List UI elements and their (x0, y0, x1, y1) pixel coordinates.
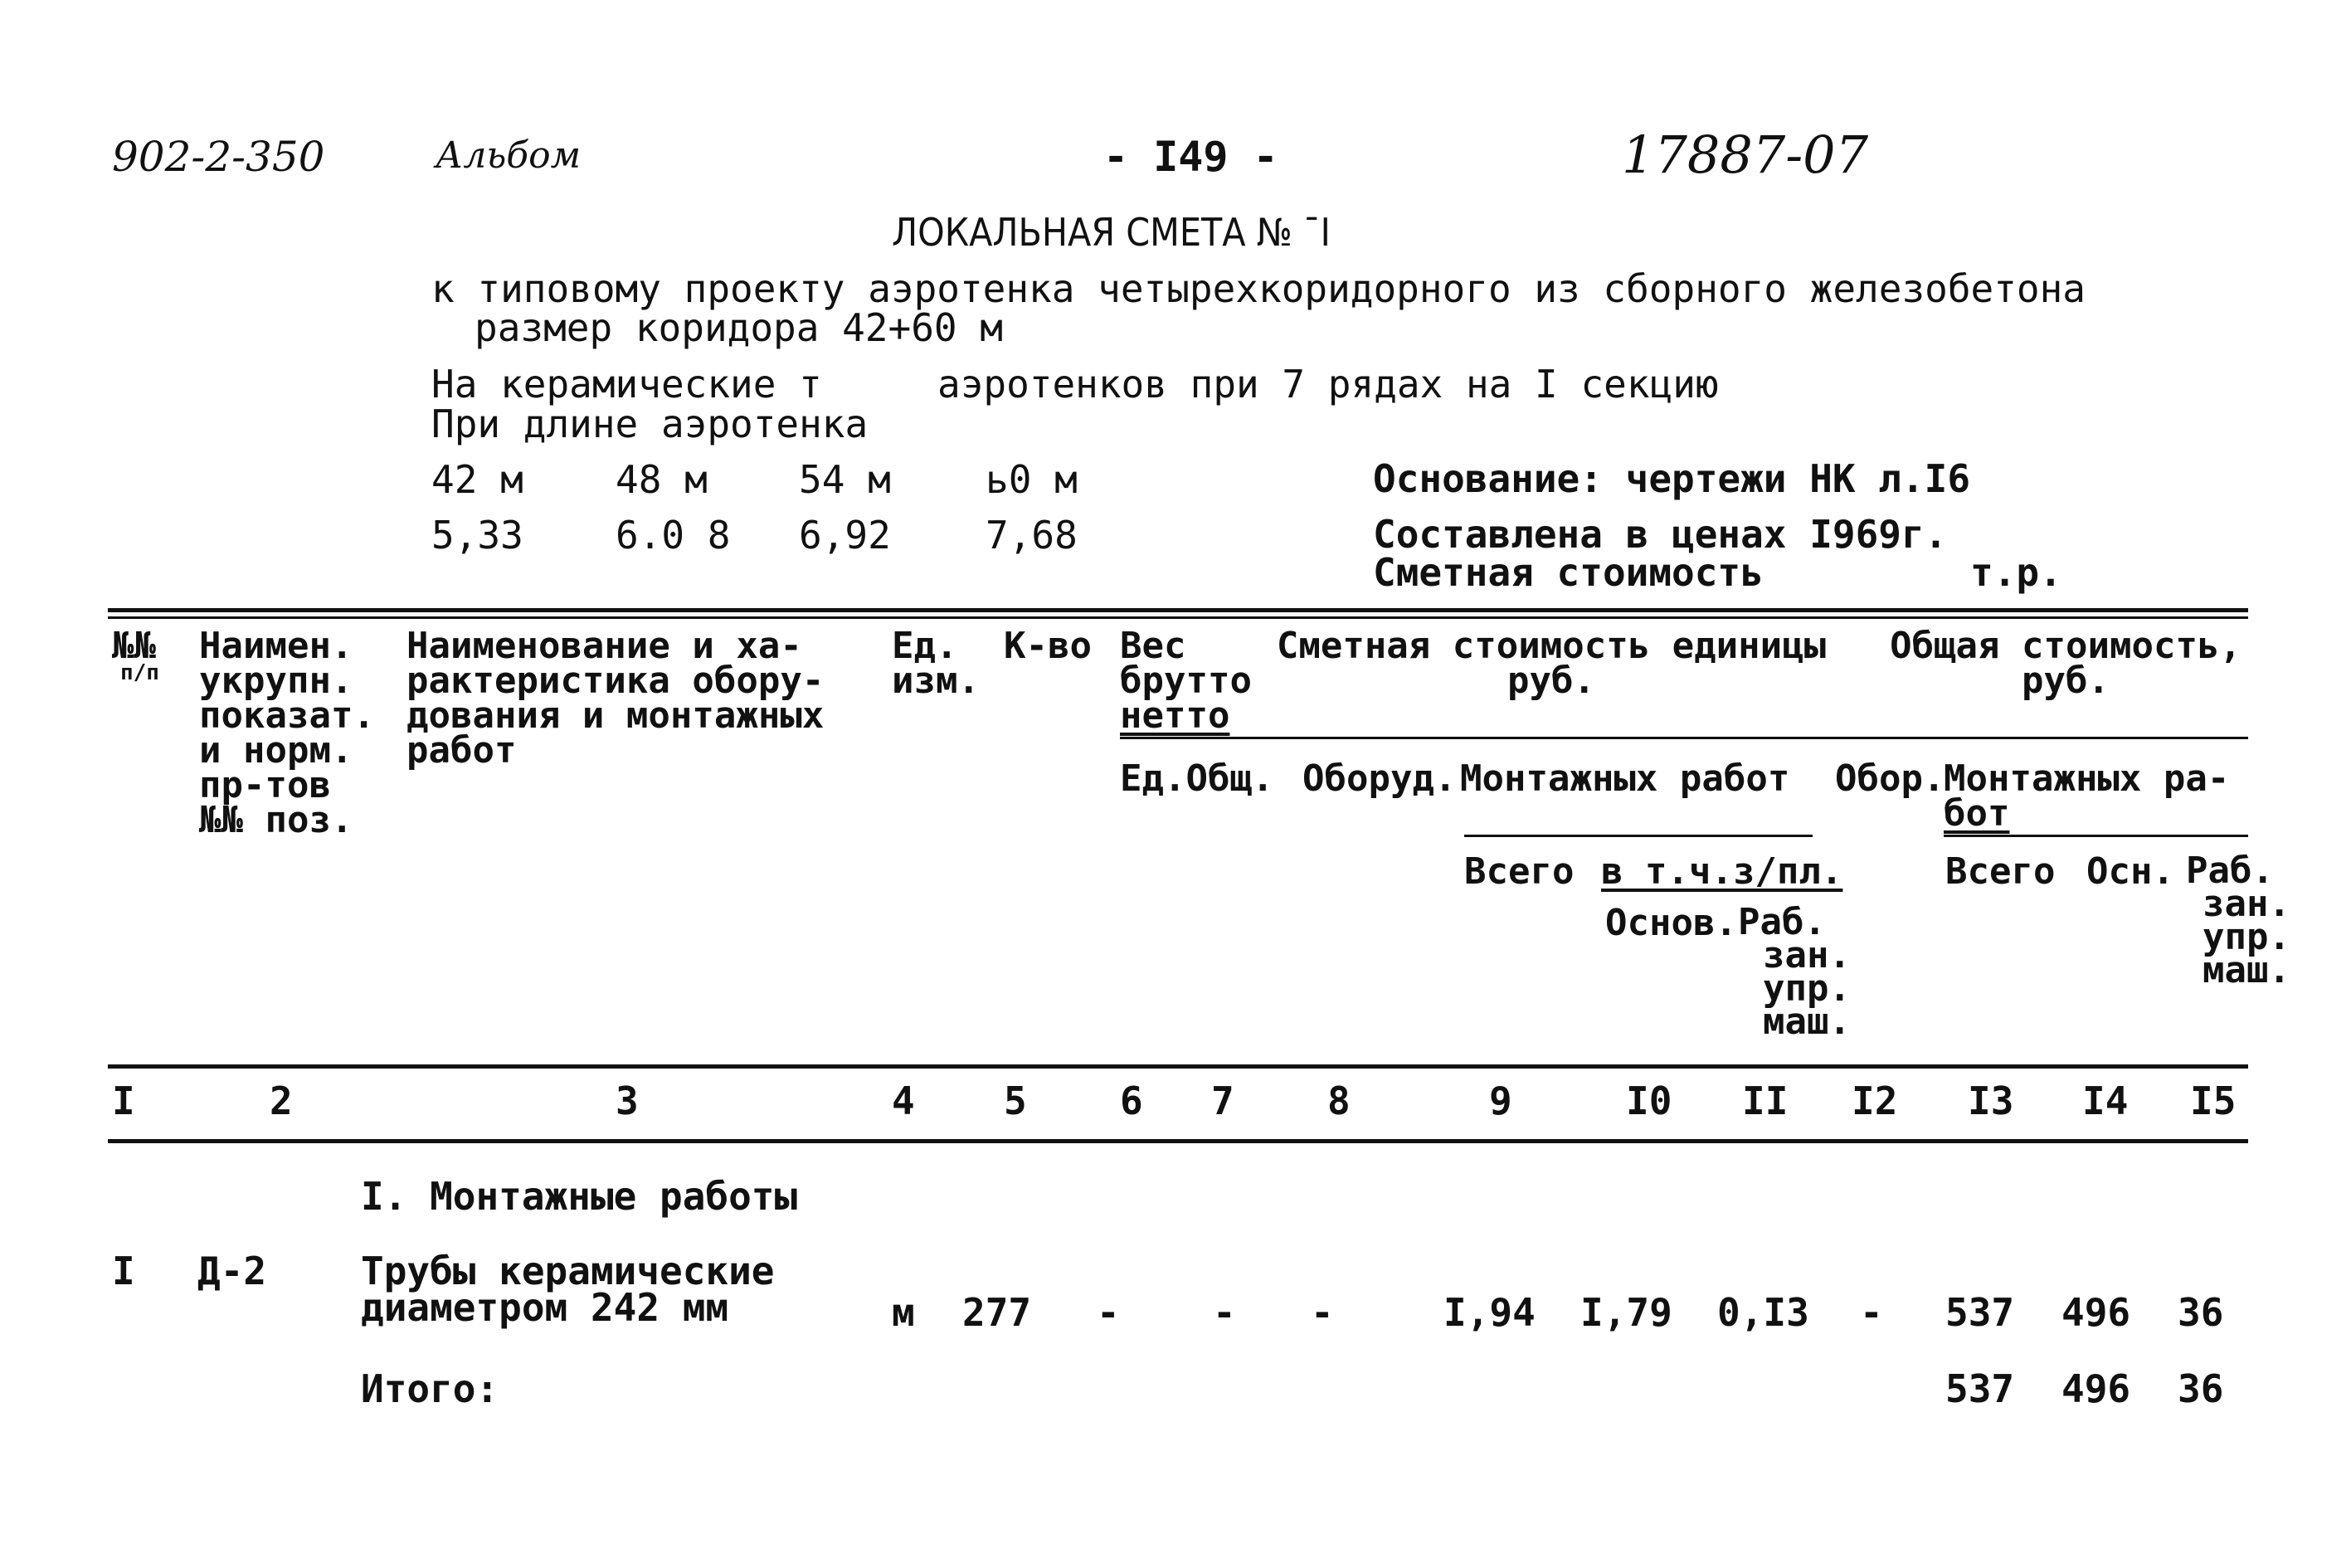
col-num-10: I0 (1626, 1079, 1672, 1123)
osn2-header: Осн. (2086, 850, 2174, 893)
row-col9: I,94 (1443, 1290, 1536, 1335)
osnov-header: Основ. (1605, 902, 1737, 944)
section-title: I. Монтажные работы (361, 1174, 798, 1219)
obor-header: Обор. (1835, 757, 1945, 800)
row-col15: 36 (2178, 1290, 2224, 1335)
title-line-2: размер коридора 42+60 м (475, 305, 1003, 350)
length-54: 54 м (799, 457, 891, 502)
col-num-4: 4 (892, 1079, 915, 1123)
row-col6: - (1097, 1290, 1120, 1335)
basis-prices: Составлена в ценах I969г. (1373, 512, 1948, 557)
vsego-header: Всего (1464, 850, 1575, 893)
row-unit: м (892, 1290, 915, 1335)
total-col14: 496 (2061, 1366, 2131, 1411)
col-num-2: 2 (270, 1079, 293, 1123)
table-top-rule (108, 608, 2248, 612)
col-num-6: 6 (1120, 1079, 1143, 1123)
title-line-3b: аэротенков при 7 рядах на I секцию (937, 362, 1719, 407)
ed-obsch-header: Ед.Общ. (1120, 757, 1274, 800)
row-qty: 277 (962, 1290, 1032, 1335)
col-header-6: Вес брутто нетто (1120, 625, 1252, 737)
rab-header: Раб. зан. упр. маш. (1738, 901, 1851, 1043)
basis-drawings: Основание: чертежи НК л.I6 (1373, 456, 1971, 501)
col-header-3: Наименование и ха- рактеристика обору- дования и монтажных работ (406, 625, 825, 772)
col-num-9: 9 (1489, 1079, 1512, 1123)
col-header-5: К-во (1004, 625, 1092, 667)
basis-cost: Сметная стоимость (1373, 550, 1764, 595)
header-divider-3 (1944, 835, 2248, 837)
row-col13: 537 (1945, 1290, 2015, 1335)
col-num-7: 7 (1211, 1079, 1234, 1123)
value-54: 6,92 (799, 513, 891, 558)
oborud-header: Оборуд. (1302, 757, 1457, 800)
row-col12: - (1860, 1290, 1883, 1335)
unit-cost-header: Сметная стоимость единицы руб. (1276, 625, 1827, 702)
col-header-2: Наимен. укрупн. показат. и норм. пр-тов №№ поз. (199, 625, 375, 841)
page-number: - I49 - (1103, 133, 1278, 181)
col-num-12: I2 (1852, 1079, 1898, 1123)
col-header-1: №№ п/п (112, 625, 159, 685)
length-42: 42 м (431, 457, 523, 502)
col-num-3: 3 (616, 1079, 639, 1123)
total-col13: 537 (1945, 1366, 2015, 1411)
vsego2-header: Всего (1945, 850, 2056, 893)
row-col7: - (1213, 1290, 1236, 1335)
row-col10: I,79 (1580, 1290, 1672, 1335)
total-cost-header: Общая стоимость, руб. (1890, 625, 2241, 702)
col-num-15: I5 (2190, 1079, 2237, 1123)
row-col11: 0,I3 (1717, 1290, 1809, 1335)
col-header-4: Ед. изм. (892, 625, 980, 702)
col-num-1: I (112, 1079, 135, 1123)
rab2-header: Раб. зан. упр. маш. (2186, 850, 2290, 991)
row-code: Д-2 (197, 1249, 267, 1293)
row-name-2: диаметром 242 мм (361, 1285, 729, 1330)
column-numbers-rule (108, 1139, 2248, 1143)
basis-unit: т.р. (1970, 550, 2062, 595)
col-num-8: 8 (1327, 1079, 1351, 1123)
montazh-header: Монтажных работ (1460, 757, 1790, 800)
row-number: I (112, 1249, 135, 1293)
value-42: 5,33 (431, 513, 523, 558)
length-48: 48 м (616, 457, 708, 502)
estimate-heading: ЛОКАЛЬНАЯ СМЕТА № ˉI (892, 210, 1331, 255)
table-top-rule-2 (108, 616, 2248, 619)
value-48: 6.0 8 (616, 513, 731, 558)
col-num-11: II (1742, 1079, 1789, 1123)
album-label: Альбом (436, 134, 582, 177)
row-col8: - (1311, 1290, 1334, 1335)
col-num-14: I4 (2082, 1079, 2129, 1123)
col-num-13: I3 (1968, 1079, 2014, 1123)
title-line-4: При длине аэротенка (431, 402, 869, 446)
col-num-5: 5 (1004, 1079, 1027, 1123)
total-col15: 36 (2178, 1366, 2224, 1411)
value-60: 7,68 (986, 513, 1078, 558)
stamp-number: 17887-07 (1622, 124, 1869, 185)
total-label: Итого: (361, 1366, 499, 1411)
vtch-header: в т.ч.з/пл. (1601, 850, 1843, 893)
header-bottom-rule (108, 1064, 2248, 1069)
montazh2-header: Монтажных ра- бот (1944, 757, 2230, 835)
title-line-1: к типовому проекту аэротенка четырехкоридорного из сборного железобетона (431, 266, 2086, 311)
row-col14: 496 (2061, 1290, 2131, 1335)
header-divider-2 (1464, 835, 1813, 837)
document-code: 902-2-350 (112, 133, 325, 181)
title-line-3a: На керамические т (431, 362, 822, 407)
length-60: ь0 м (986, 457, 1078, 502)
header-divider-1 (1120, 737, 2248, 739)
row-name-1: Трубы керамические (361, 1249, 775, 1293)
